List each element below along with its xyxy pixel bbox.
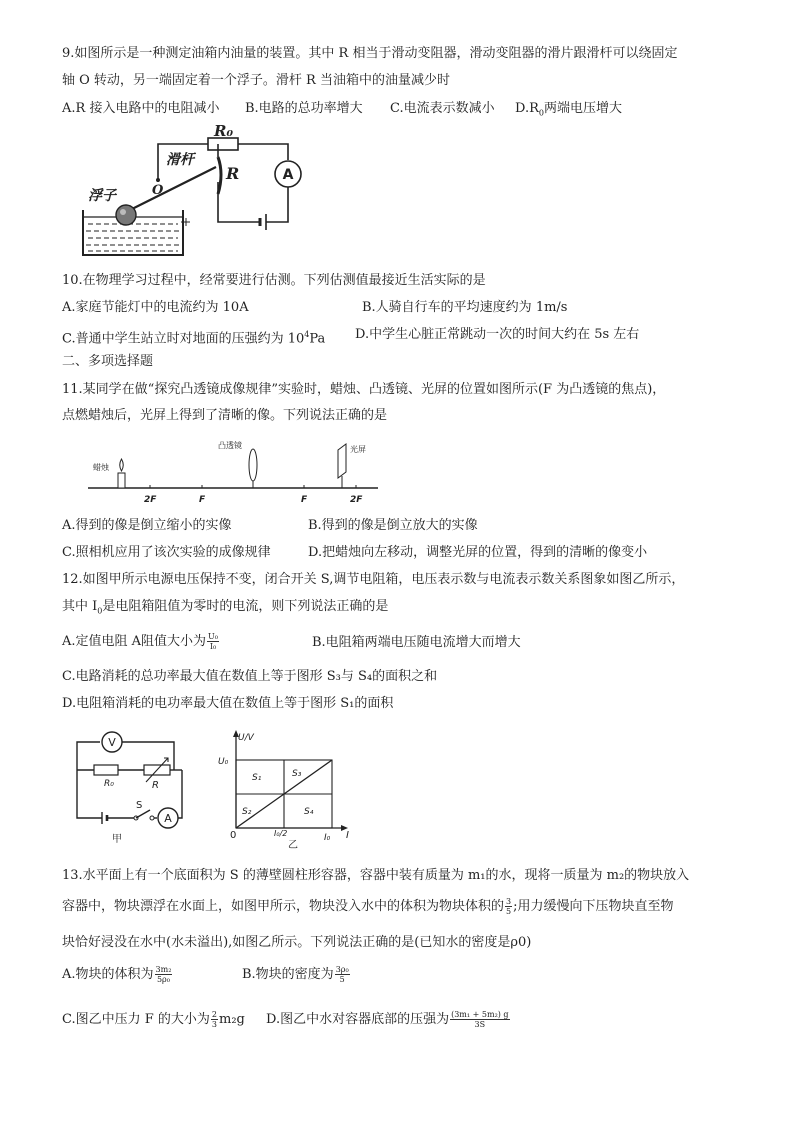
slider-rod: [126, 167, 216, 212]
convex-lens: [249, 449, 257, 481]
svg-text:凸透镜: 凸透镜: [218, 441, 242, 450]
float-ball: [116, 205, 136, 225]
svg-text:2F: 2F: [144, 495, 157, 505]
q9-option-d: $D.R_0$两端电压增大: [515, 101, 622, 118]
q13-option-d: D.图乙中水对容器底部的压强为 $\frac{\text{(3m₁ + 5m₂) g}}{3S}$: [266, 1010, 509, 1029]
q11-option-a: A.得到的像是倒立缩小的实像: [62, 518, 232, 533]
light-screen: [338, 444, 346, 478]
q12-stem-line1: 12.如图甲所示电源电压保持不变，闭合开关 S,调节电阻箱，电压表示数与电流表示数关系图象如图乙所示，: [62, 572, 685, 587]
resistor-r0: [94, 765, 118, 775]
q12-option-b: B.电阻箱两端电压随电流增大而增大: [312, 635, 521, 650]
q12-option-c: C.电路消耗的总功率最大值在数值上等于图形 S₃与 S₄的面积之和: [62, 669, 438, 684]
candle: [118, 473, 125, 488]
q12-option-d: D.电阻箱消耗的电功率最大值在数值上等于图形 S₁的面积: [62, 696, 394, 711]
q11-optical-bench-figure: [88, 440, 388, 510]
q10-option-c: C.普通中学生站立时对地面的压强约为 $10^4Pa$: [62, 330, 326, 347]
q13-stem-line2: 容器中，物块漂浮在水面上，如图甲所示，物块没入水中的体积为物块体积的 $\frac{3}{5}$ ;用力缓慢向下压物块直至物: [62, 897, 674, 916]
svg-text:S₄: S₄: [304, 807, 314, 817]
svg-text:O: O: [152, 183, 164, 198]
svg-text:0: 0: [230, 830, 237, 841]
svg-text:R: R: [152, 780, 159, 791]
svg-text:R: R: [226, 164, 240, 183]
resistor-r: [218, 157, 221, 194]
svg-text:蜡烛: 蜡烛: [93, 463, 109, 472]
svg-text:光屏: 光屏: [350, 445, 366, 454]
svg-text:V: V: [108, 736, 116, 749]
q11-stem-line2: 点燃蜡烛后，光屏上得到了清晰的像。下列说法正确的是: [62, 408, 388, 423]
q11-option-d: D.把蜡烛向左移动，调整光屏的位置，得到的清晰的像变小: [308, 545, 648, 560]
svg-text:滑杆: 滑杆: [166, 152, 194, 168]
q10-option-d: D.中学生心脏正常跳动一次的时间大约在 5s 左右: [355, 327, 640, 342]
q9-stem-line1: 9.如图所示是一种测定油箱内油量的装置。其中 R 相当于滑动变阻器，滑动变阻器的滑片跟滑杆可以绕固定: [62, 46, 678, 61]
q9-option-c: C.电流表示数减小: [390, 101, 495, 116]
svg-text:U₀: U₀: [218, 757, 229, 767]
q9-stem-line2: 轴 O 转动，另一端固定着一个浮子。滑杆 R 当油箱中的油量减少时: [62, 73, 450, 88]
q10-stem: 10.在物理学习过程中，经常要进行估测。下列估测值最接近生活实际的是: [62, 273, 486, 288]
svg-text:浮子: 浮子: [88, 188, 116, 204]
svg-text:I₀: I₀: [324, 833, 331, 843]
q13-option-b: B.物块的密度为 $\frac{\text{3ρ₀}}{5}$: [242, 965, 349, 984]
svg-text:S₁: S₁: [252, 773, 262, 783]
svg-text:R₀: R₀: [104, 779, 114, 789]
section-heading-multiple-choice: 二、多项选择题: [62, 354, 154, 369]
svg-text:U/V: U/V: [238, 733, 254, 743]
q12-circuit-figure-a: [72, 730, 192, 850]
svg-text:I: I: [346, 830, 349, 841]
q11-stem-line1: 11.某同学在做“探究凸透镜成像规律”实验时，蜡烛、凸透镜、光屏的位置如图所示(F 为凸透镜的焦点)，: [62, 382, 666, 397]
q13-option-c: C.图乙中压力 F 的大小为 $\frac{2}{3}$ m₂g: [62, 1010, 245, 1029]
svg-text:乙: 乙: [288, 840, 298, 851]
q9-option-b: B.电路的总功率增大: [245, 101, 363, 116]
q13-stem-line1: 13.水平面上有一个底面积为 S 的薄壁圆柱形容器，容器中装有质量为 m₁的水，现将一质量为 m₂的物块放入: [62, 868, 690, 883]
svg-text:F: F: [199, 495, 206, 505]
svg-text:F: F: [301, 495, 308, 505]
q9-oil-tank-figure: [78, 122, 318, 262]
svg-text:S₂: S₂: [242, 807, 252, 817]
q13-stem-line3: 块恰好浸没在水中(水未溢出),如图乙所示。下列说法正确的是(已知水的密度是ρ0): [62, 935, 532, 950]
q9-option-a: A.R 接入电路中的电阻减小: [62, 101, 220, 116]
q11-option-b: B.得到的像是倒立放大的实像: [308, 518, 478, 533]
q10-option-a: A.家庭节能灯中的电流约为 10A: [62, 300, 249, 315]
svg-text:S: S: [136, 800, 143, 811]
q10-option-b: B.人骑自行车的平均速度约为 1m/s: [362, 300, 568, 315]
q11-option-c: C.照相机应用了该次实验的成像规律: [62, 545, 271, 560]
q12-uv-graph-figure-b: [216, 728, 356, 850]
svg-text:甲: 甲: [112, 834, 122, 845]
q12-option-a: A.定值电阻 A阻值大小为 $\frac{\text{U₀}}{\text{I₀}}$: [62, 632, 218, 651]
svg-text:I₀/2: I₀/2: [274, 829, 288, 838]
svg-text:S₃: S₃: [292, 769, 302, 779]
q12-stem-line2: 其中 $I_0$是电阻箱阻值为零时的电流，则下列说法正确的是: [62, 599, 389, 616]
q13-option-a: A.物块的体积为 $\frac{\text{3m₂}}{\text{5ρ₀}}$: [62, 965, 172, 984]
svg-text:A: A: [164, 812, 172, 825]
svg-text:2F: 2F: [350, 495, 363, 505]
svg-text:A: A: [282, 167, 294, 183]
svg-text:R₀: R₀: [214, 122, 234, 140]
